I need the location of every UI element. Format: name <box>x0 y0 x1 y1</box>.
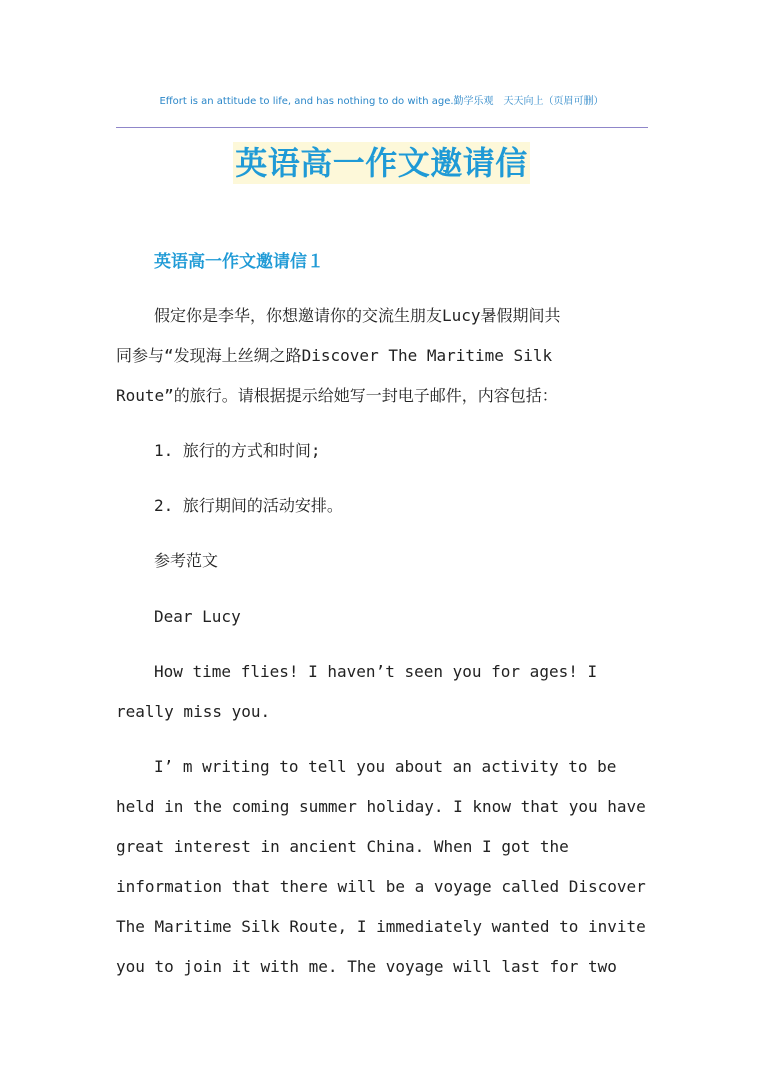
paragraph-line: I’ m writing to tell you about an activity to be <box>154 757 617 776</box>
paragraph-line: Route”的旅行。请根据提示给她写一封电子邮件，内容包括： <box>116 386 558 405</box>
paragraph-line: 假定你是李华，你想邀请你的交流生朋友Lucy暑假期间共 <box>154 306 561 325</box>
paragraph-line: How time flies! I haven’t seen you for ages! I <box>154 662 598 681</box>
paragraph-line: The Maritime Silk Route, I immediately wanted to invite <box>116 917 646 936</box>
paragraph-line: really miss you. <box>116 702 271 721</box>
paragraph-line: 同参与“发现海上丝绸之路Discover The Maritime Silk <box>116 346 553 365</box>
title-container <box>0 142 763 184</box>
document-title: 英语高一作文邀请信 <box>235 144 528 182</box>
list-item: 1. 旅行的方式和时间; <box>154 441 321 460</box>
letter-salutation: Dear Lucy <box>154 607 241 626</box>
paragraph-line: you to join it with me. The voyage will last for two <box>116 957 617 976</box>
paragraph-line: great interest in ancient China. When I got the <box>116 837 569 856</box>
page-header: Effort is an attitude to life, and has nothing to do with age.勤学乐观 天天向上（页眉可删） <box>159 96 604 107</box>
header-divider <box>116 127 648 128</box>
section-heading: 英语高一作文邀请信１ <box>154 252 324 272</box>
list-item: 2. 旅行期间的活动安排。 <box>154 496 343 515</box>
paragraph-line: held in the coming summer holiday. I know that you have <box>116 797 646 816</box>
paragraph-line: information that there will be a voyage called Discover <box>116 877 646 896</box>
sample-label: 参考范文 <box>154 551 219 570</box>
